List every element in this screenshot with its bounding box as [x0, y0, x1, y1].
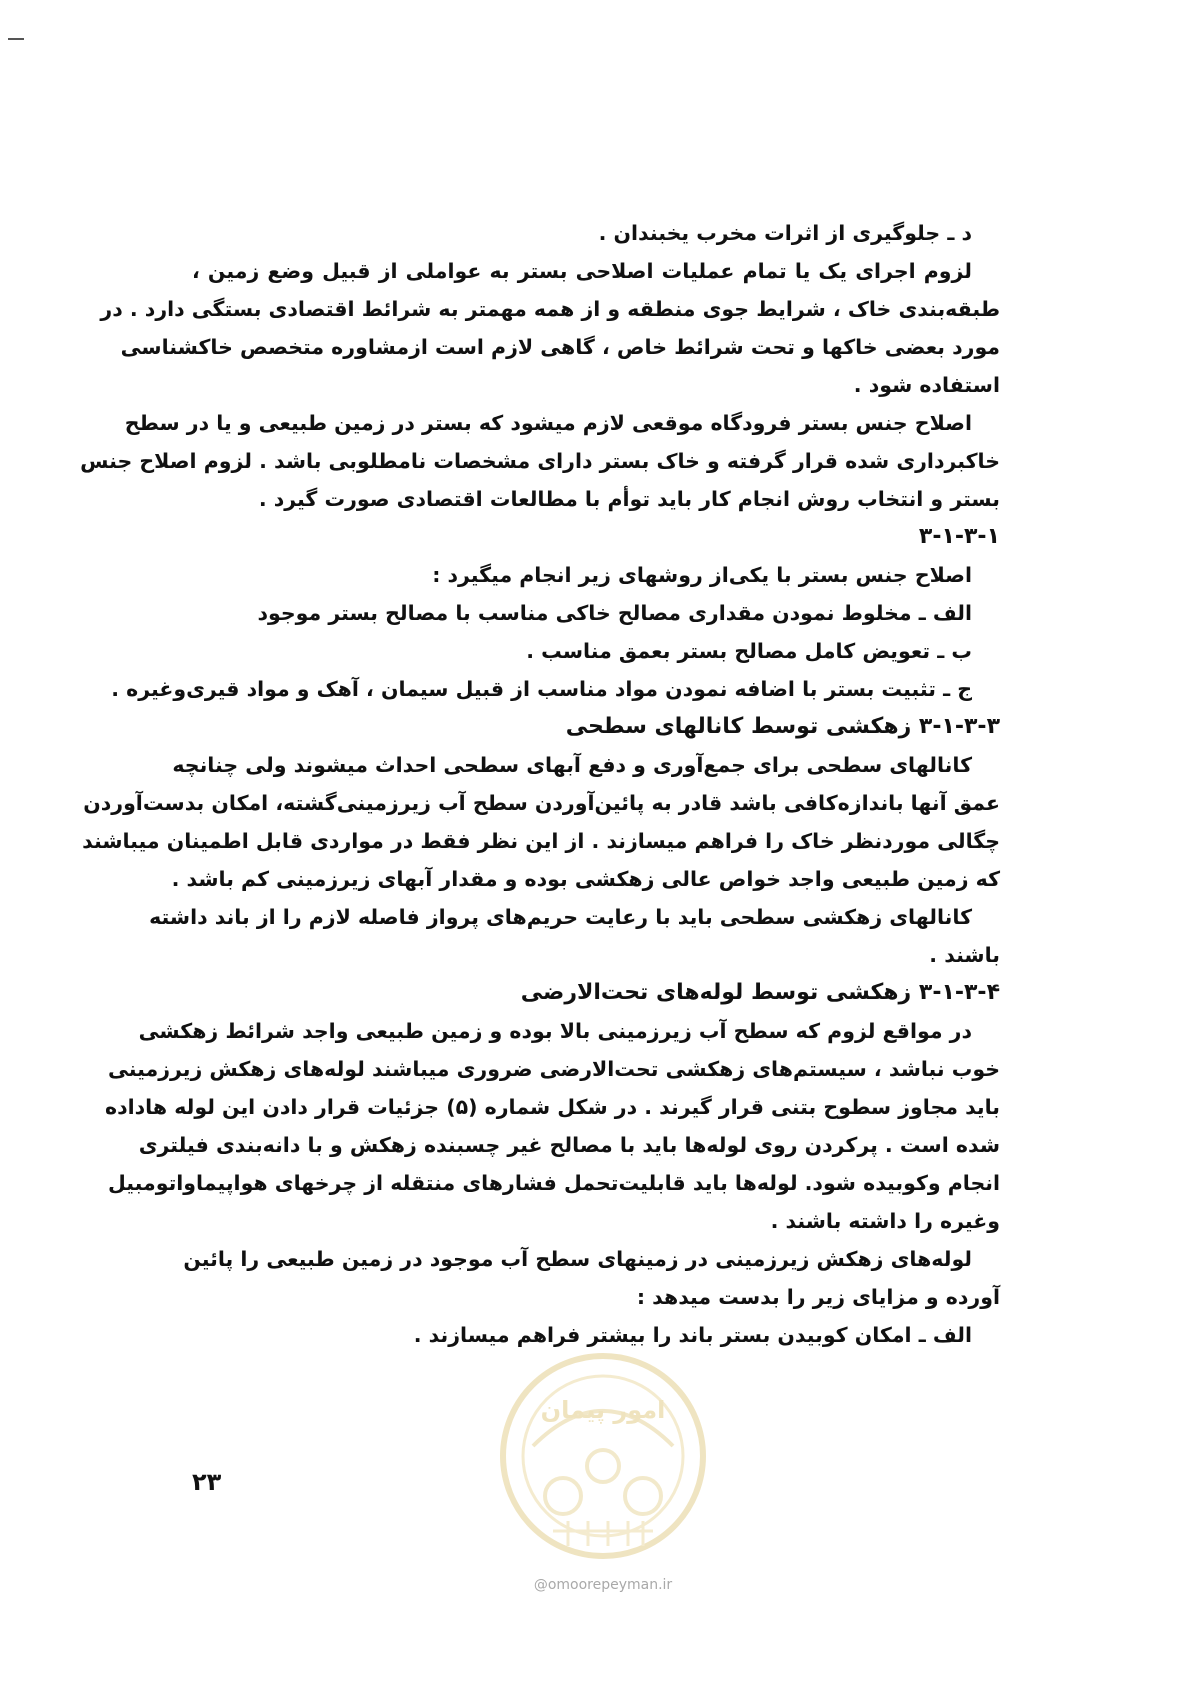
paragraph-line: بستر و انتخاب روش انجام کار باید توأم با مطالعات اقتصادی صورت گیرد . [258, 487, 1000, 511]
paragraph-line: خاکبرداری شده قرار گرفته و خاک بستر دارای مشخصات نامطلوبی باشد . لزوم اصلاح جنس [80, 449, 1000, 473]
watermark: @omoorepeyman.ir [533, 1577, 673, 1593]
paragraph-line: اصلاح جنس بستر با یکی‌از روشهای زیر انجام میگیرد : [432, 563, 972, 587]
list-item: ب ـ تعویض کامل مصالح بستر بعمق مناسب . [526, 639, 972, 663]
paragraph-line: که زمین طبیعی واجد خواص عالی زهکشی بوده و مقدار آبهای زیرزمینی کم باشد . [171, 867, 1000, 891]
paragraph-line: خوب نباشد ، سیستم‌های زهکشی تحت‌الارضی ضروری میباشند لوله‌های زهکش زیرزمینی [108, 1057, 1000, 1081]
section-heading: ۳-۱-۳-۴ زهکشی توسط لوله‌های تحت‌الارضی [520, 980, 1000, 1005]
paragraph-line: انجام وکوبیده شود. لوله‌ها باید قابلیت‌تحمل فشارهای منتقله از چرخهای هواپیماواتومبیل [108, 1171, 1000, 1195]
paragraph-line: در مواقع لزوم که سطح آب زیرزمینی بالا بوده و زمین طبیعی واجد شرائط زهکشی [138, 1019, 972, 1043]
section-heading: ۳-۱-۳-۱ [918, 524, 1000, 549]
body-text [80, 214, 1000, 1354]
paragraph-line: عمق آنها باندازه‌کافی باشد قادر به پائین‌آوردن سطح آب زیرزمینی‌گشته، امکان بدست‌آوردن [83, 791, 1000, 815]
paragraph-line: باید مجاوز سطوح بتنی قرار گیرند . در شکل شماره (۵) جزئیات قرار دادن این لوله هاداده [105, 1095, 1000, 1119]
paragraph-line: لزوم اجرای یک یا تمام عملیات اصلاحی بستر به عواملی از قبیل وضع زمین ، [192, 259, 972, 283]
section-heading: ۳-۱-۳-۳ زهکشی توسط کانالهای سطحی [565, 714, 1000, 739]
page-number: ۲۳ [192, 1468, 222, 1496]
list-item: الف ـ امکان کوبیدن بستر باند را بیشتر فراهم میسازند . [413, 1323, 972, 1347]
paragraph-line: استفاده شود . [853, 373, 1000, 397]
paragraph-line: اصلاح جنس بستر فرودگاه موقعی لازم میشود که بستر در زمین طبیعی و یا در سطح [124, 411, 972, 435]
paragraph-line: طبقه‌بندی خاک ، شرایط جوی منطقه و از همه مهمتر به شرائط اقتصادی بستگی دارد . در [100, 297, 1000, 321]
list-item: الف ـ مخلوط نمودن مقداری مصالح خاکی مناسب با مصالح بستر موجود [257, 601, 972, 625]
paragraph-line: لوله‌های زهکش زیرزمینی در زمینهای سطح آب موجود در زمین طبیعی را پائین [183, 1247, 972, 1271]
seal-logo-icon [493, 1346, 713, 1586]
paragraph-line: باشند . [929, 943, 1000, 967]
paragraph-line: آورده و مزایای زیر را بدست میدهد : [636, 1285, 1000, 1309]
scan-mark [8, 38, 24, 40]
paragraph-line: د ـ جلوگیری از اثرات مخرب یخبندان . [598, 221, 972, 245]
paragraph-line: چگالی موردنظر خاک را فراهم میسازند . از این نظر فقط در مواردی قابل اطمینان میباشند [82, 829, 1000, 853]
paragraph-line: شده است . پرکردن روی لوله‌ها باید با مصالح غیر چسبنده زهکش و با دانه‌بندی فیلتری [138, 1133, 1000, 1157]
seal-text: امور پیمان [540, 1396, 666, 1424]
paragraph-line: کانالهای سطحی برای جمع‌آوری و دفع آبهای سطحی احداث میشوند ولی چنانچه [172, 753, 972, 777]
paragraph-line: کانالهای زهکشی سطحی باید با رعایت حریم‌های پرواز فاصله لازم را از باند داشته [149, 905, 972, 929]
paragraph-line: مورد بعضی خاکها و تحت شرائط خاص ، گاهی لازم است ازمشاوره متخصص خاکشناسی [120, 335, 1000, 359]
paragraph-line: وغیره را داشته باشند . [770, 1209, 1000, 1233]
list-item: ج ـ تثبیت بستر با اضافه نمودن مواد مناسب از قبیل سیمان ، آهک و مواد قیری‌وغیره . [111, 677, 972, 701]
